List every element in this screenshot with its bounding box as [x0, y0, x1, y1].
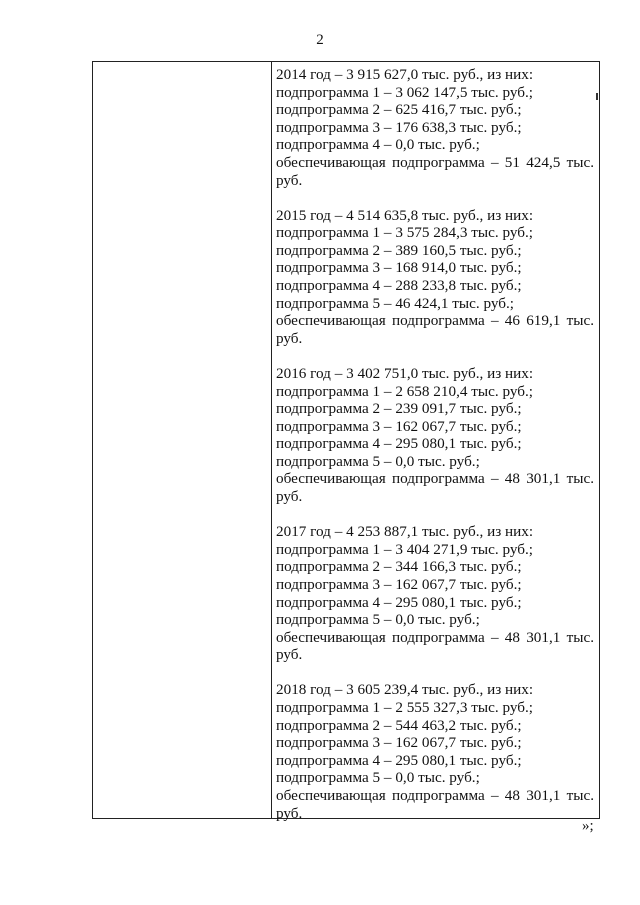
subprogram-line: подпрограмма 3 – 162 067,7 тыс. руб.; — [276, 734, 522, 752]
subprogram-line: подпрограмма 2 – 625 416,7 тыс. руб.; — [276, 101, 522, 119]
subprogram-line: подпрограмма 4 – 295 080,1 тыс. руб.; — [276, 593, 522, 611]
funding-cell — [276, 66, 594, 822]
column-divider — [271, 62, 272, 818]
supporting-subprogram-line: обеспечивающая подпрограмма – 48 301,1 тыс. — [276, 628, 594, 646]
subprogram-line: подпрограмма 3 – 162 067,7 тыс. руб.; — [276, 417, 522, 435]
unit-continuation-line: руб. — [276, 329, 303, 347]
subprogram-line: подпрограмма 2 – 389 160,5 тыс. руб.; — [276, 241, 522, 259]
subprogram-line: подпрограмма 5 – 46 424,1 тыс. руб.; — [276, 294, 514, 312]
subprogram-line: подпрограмма 3 – 176 638,3 тыс. руб.; — [276, 118, 522, 136]
subprogram-line: подпрограмма 1 – 2 555 327,3 тыс. руб.; — [276, 699, 533, 716]
year-block-2014 — [276, 66, 594, 189]
subprogram-line: подпрограмма 2 – 544 463,2 тыс. руб.; — [276, 716, 522, 734]
unit-continuation-line: руб. — [276, 488, 303, 506]
subprogram-line: подпрограмма 4 – 295 080,1 тыс. руб.; — [276, 435, 522, 453]
funding-table — [92, 61, 600, 822]
supporting-subprogram-line: обеспечивающая подпрограмма – 51 424,5 тыс. — [276, 153, 594, 171]
unit-continuation-line: руб. — [276, 804, 303, 822]
subprogram-line: подпрограмма 5 – 0,0 тыс. руб.; — [276, 452, 480, 470]
year-total-line: 2016 год – 3 402 751,0 тыс. руб., из них: — [276, 364, 534, 382]
year-block-2018 — [276, 681, 594, 822]
subprogram-line: подпрограмма 1 – 2 658 210,4 тыс. руб.; — [276, 382, 533, 400]
subprogram-line: подпрограмма 3 – 168 914,0 тыс. руб.; — [276, 259, 522, 277]
scan-mark — [596, 93, 598, 100]
supporting-subprogram-line: обеспечивающая подпрограмма – 46 619,1 тыс. — [276, 312, 594, 330]
closing-quote-mark: »; — [582, 818, 594, 834]
subprogram-line: подпрограмма 4 – 288 233,8 тыс. руб.; — [276, 277, 522, 295]
subprogram-line: подпрограмма 2 – 344 166,3 тыс. руб.; — [276, 558, 522, 576]
year-total-line: 2014 год – 3 915 627,0 тыс. руб., из них: — [276, 66, 534, 83]
subprogram-line: подпрограмма 2 – 239 091,7 тыс. руб.; — [276, 400, 522, 418]
subprogram-line: подпрограмма 5 – 0,0 тыс. руб.; — [276, 769, 480, 787]
page-number: 2 — [316, 32, 324, 48]
year-block-2017 — [276, 523, 594, 664]
subprogram-line: подпрограмма 1 – 3 575 284,3 тыс. руб.; — [276, 224, 533, 242]
year-block-2016 — [276, 365, 594, 506]
supporting-subprogram-line: обеспечивающая подпрограмма – 48 301,1 тыс. — [276, 470, 594, 488]
year-total-line: 2015 год – 4 514 635,8 тыс. руб., из них: — [276, 206, 534, 224]
subprogram-line: подпрограмма 1 – 3 062 147,5 тыс. руб.; — [276, 83, 533, 101]
year-total-line: 2018 год – 3 605 239,4 тыс. руб., из них: — [276, 681, 534, 699]
subprogram-line: подпрограмма 3 – 162 067,7 тыс. руб.; — [276, 575, 522, 593]
subprogram-line: подпрограмма 4 – 295 080,1 тыс. руб.; — [276, 751, 522, 769]
subprogram-line: подпрограмма 4 – 0,0 тыс. руб.; — [276, 136, 480, 154]
unit-continuation-line: руб. — [276, 171, 303, 189]
unit-continuation-line: руб. — [276, 646, 303, 664]
subprogram-line: подпрограмма 1 – 3 404 271,9 тыс. руб.; — [276, 540, 533, 558]
supporting-subprogram-line: обеспечивающая подпрограмма – 48 301,1 тыс. — [276, 786, 594, 804]
year-block-2015 — [276, 207, 594, 348]
subprogram-line: подпрограмма 5 – 0,0 тыс. руб.; — [276, 611, 480, 629]
year-total-line: 2017 год – 4 253 887,1 тыс. руб., из них: — [276, 523, 534, 541]
